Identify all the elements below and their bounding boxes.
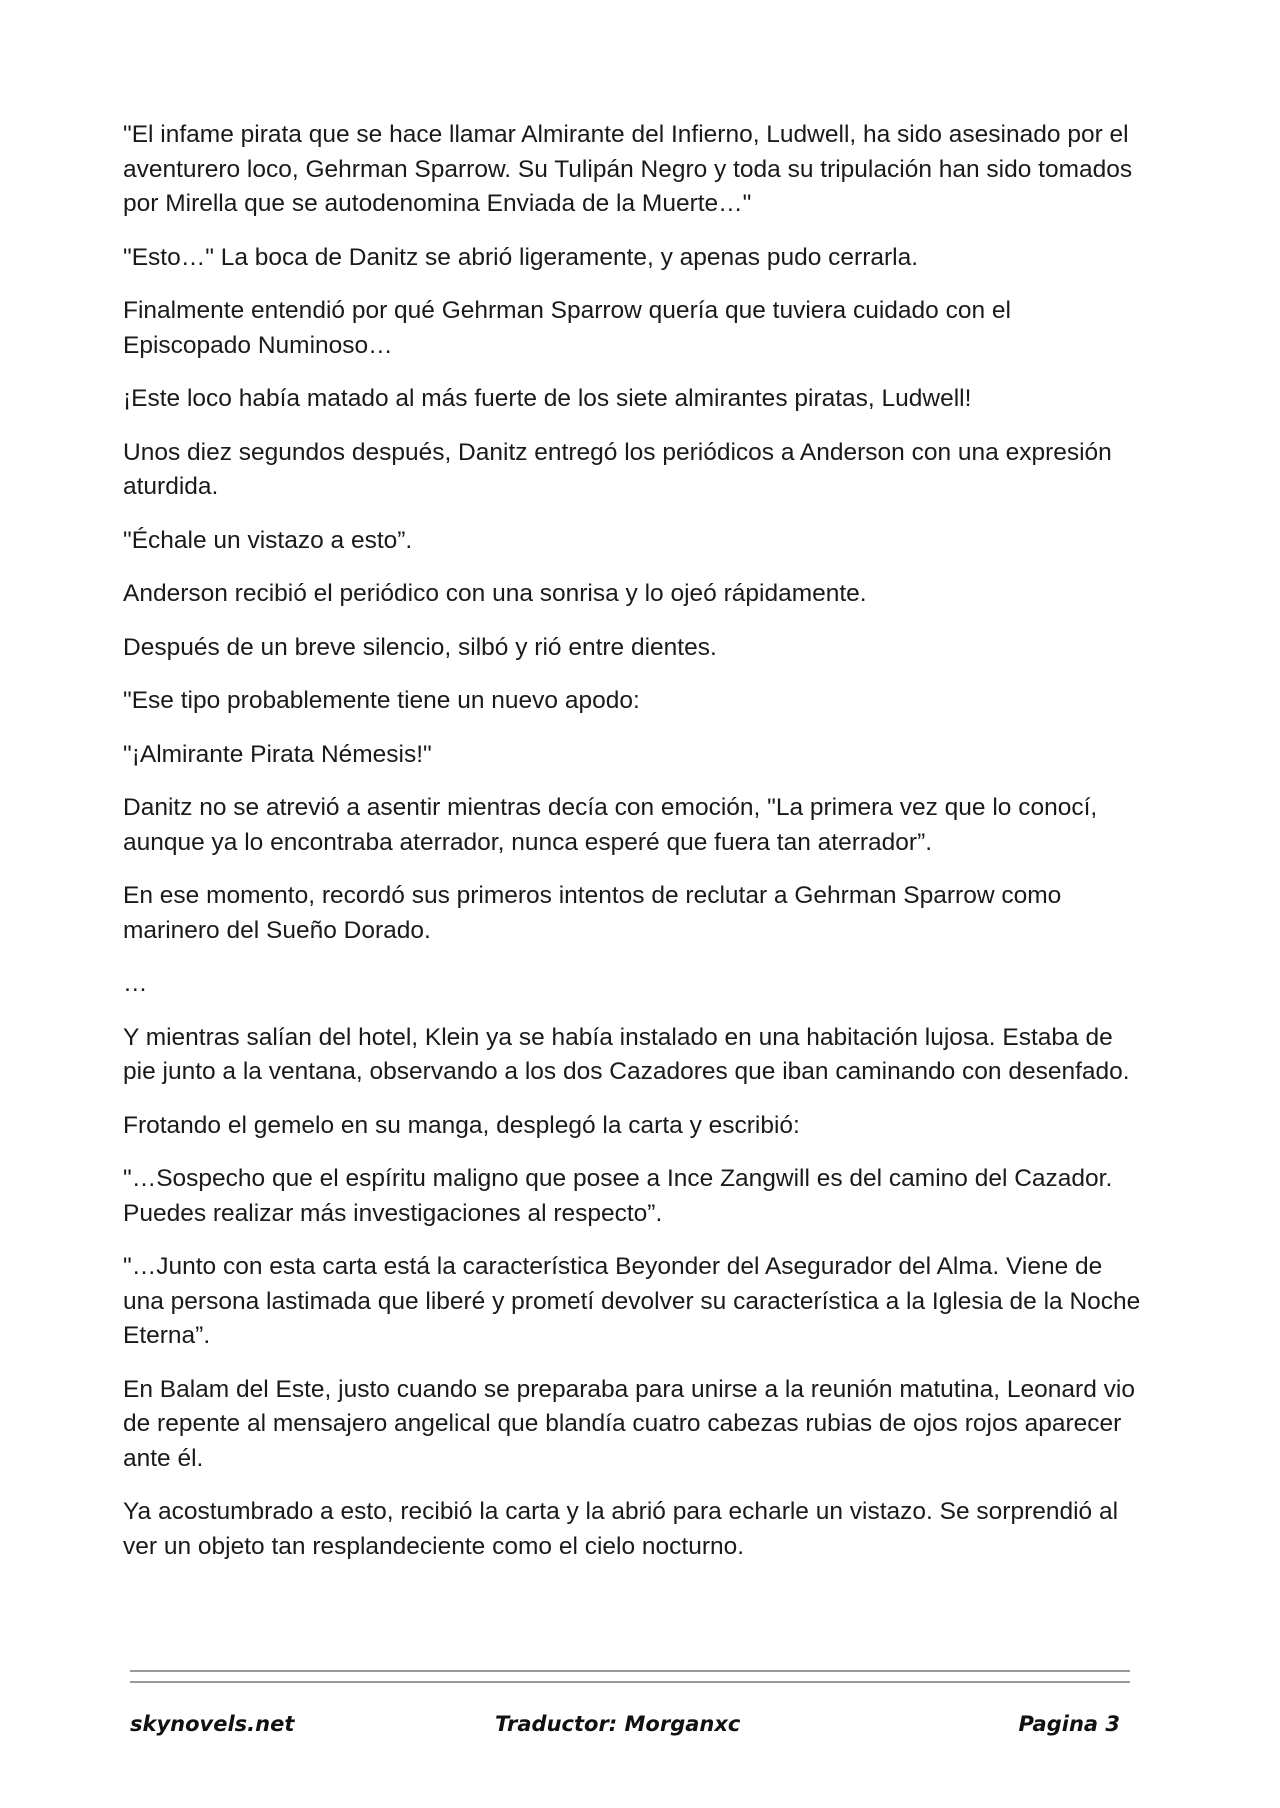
paragraph: Ya acostumbrado a esto, recibió la carta y la abrió para echarle un vistazo. Se sorprendió al ver un objeto tan resplandeciente como el cielo nocturno. bbox=[123, 1498, 1119, 1560]
footer-rule-top bbox=[130, 1670, 1130, 1672]
paragraph: "Esto…" La boca de Danitz se abrió ligeramente, y apenas pudo cerrarla. bbox=[123, 243, 919, 271]
paragraph: ¡Este loco había matado al más fuerte de los siete almirantes piratas, Ludwell! bbox=[123, 385, 972, 412]
footer-page-number: Pagina 3 bbox=[1018, 1712, 1120, 1736]
paragraph: "…Sospecho que el espíritu maligno que posee a Ince Zangwill es del camino del Cazador. Puedes realizar más investigaciones al respecto”. bbox=[123, 1165, 1113, 1227]
scene-break: … bbox=[123, 970, 148, 997]
paragraph: "…Junto con esta carta está la característica Beyonder del Asegurador del Alma. Viene de una persona lastimada que liberé y prometí devolver su característica a la Iglesia de la Noche Eterna”. bbox=[123, 1253, 1141, 1349]
paragraph: "Ese tipo probablemente tiene un nuevo apodo: bbox=[123, 687, 640, 714]
footer-rule-bottom bbox=[130, 1681, 1130, 1683]
footer-site: skynovels.net bbox=[130, 1712, 295, 1736]
footer-translator: Traductor: Morganxc bbox=[495, 1712, 741, 1736]
body-text bbox=[123, 118, 1143, 1583]
paragraph: "¡Almirante Pirata Némesis!" bbox=[123, 740, 432, 768]
page-footer bbox=[130, 1670, 1130, 1736]
paragraph: "El infame pirata que se hace llamar Almirante del Infierno, Ludwell, ha sido asesinado por el aventurero loco, Gehrman Sparrow. Su Tulipán Negro y toda su tripulación han sido tomados por Mirella que se autodenomina Enviada de la Muerte…" bbox=[123, 121, 1133, 217]
paragraph: Después de un breve silencio, silbó y rió entre dientes. bbox=[123, 633, 717, 661]
paragraph: Finalmente entendió por qué Gehrman Sparrow quería que tuviera cuidado con el Episcopado Numinoso… bbox=[123, 297, 1011, 359]
paragraph: En ese momento, recordó sus primeros intentos de reclutar a Gehrman Sparrow como marinero del Sueño Dorado. bbox=[123, 882, 1062, 944]
paragraph: Danitz no se atrevió a asentir mientras decía con emoción, "La primera vez que lo conocí, aunque ya lo encontraba aterrador, nunca esperé que fuera tan aterrador”. bbox=[123, 794, 1098, 856]
paragraph: Unos diez segundos después, Danitz entregó los periódicos a Anderson con una expresión aturdida. bbox=[123, 438, 1112, 500]
paragraph: Frotando el gemelo en su manga, desplegó la carta y escribió: bbox=[123, 1111, 800, 1139]
paragraph: "Échale un vistazo a esto”. bbox=[123, 526, 413, 554]
paragraph: Y mientras salían del hotel, Klein ya se había instalado en una habitación lujosa. Estaba de pie junto a la ventana, observando a los dos Cazadores que iban caminando con desenfado. bbox=[123, 1023, 1130, 1085]
paragraph: En Balam del Este, justo cuando se preparaba para unirse a la reunión matutina, Leonard vio de repente al mensajero angelical que blandía cuatro cabezas rubias de ojos rojos aparecer ante él. bbox=[123, 1375, 1135, 1472]
paragraph: Anderson recibió el periódico con una sonrisa y lo ojeó rápidamente. bbox=[123, 580, 867, 607]
footer-row bbox=[130, 1712, 1130, 1748]
